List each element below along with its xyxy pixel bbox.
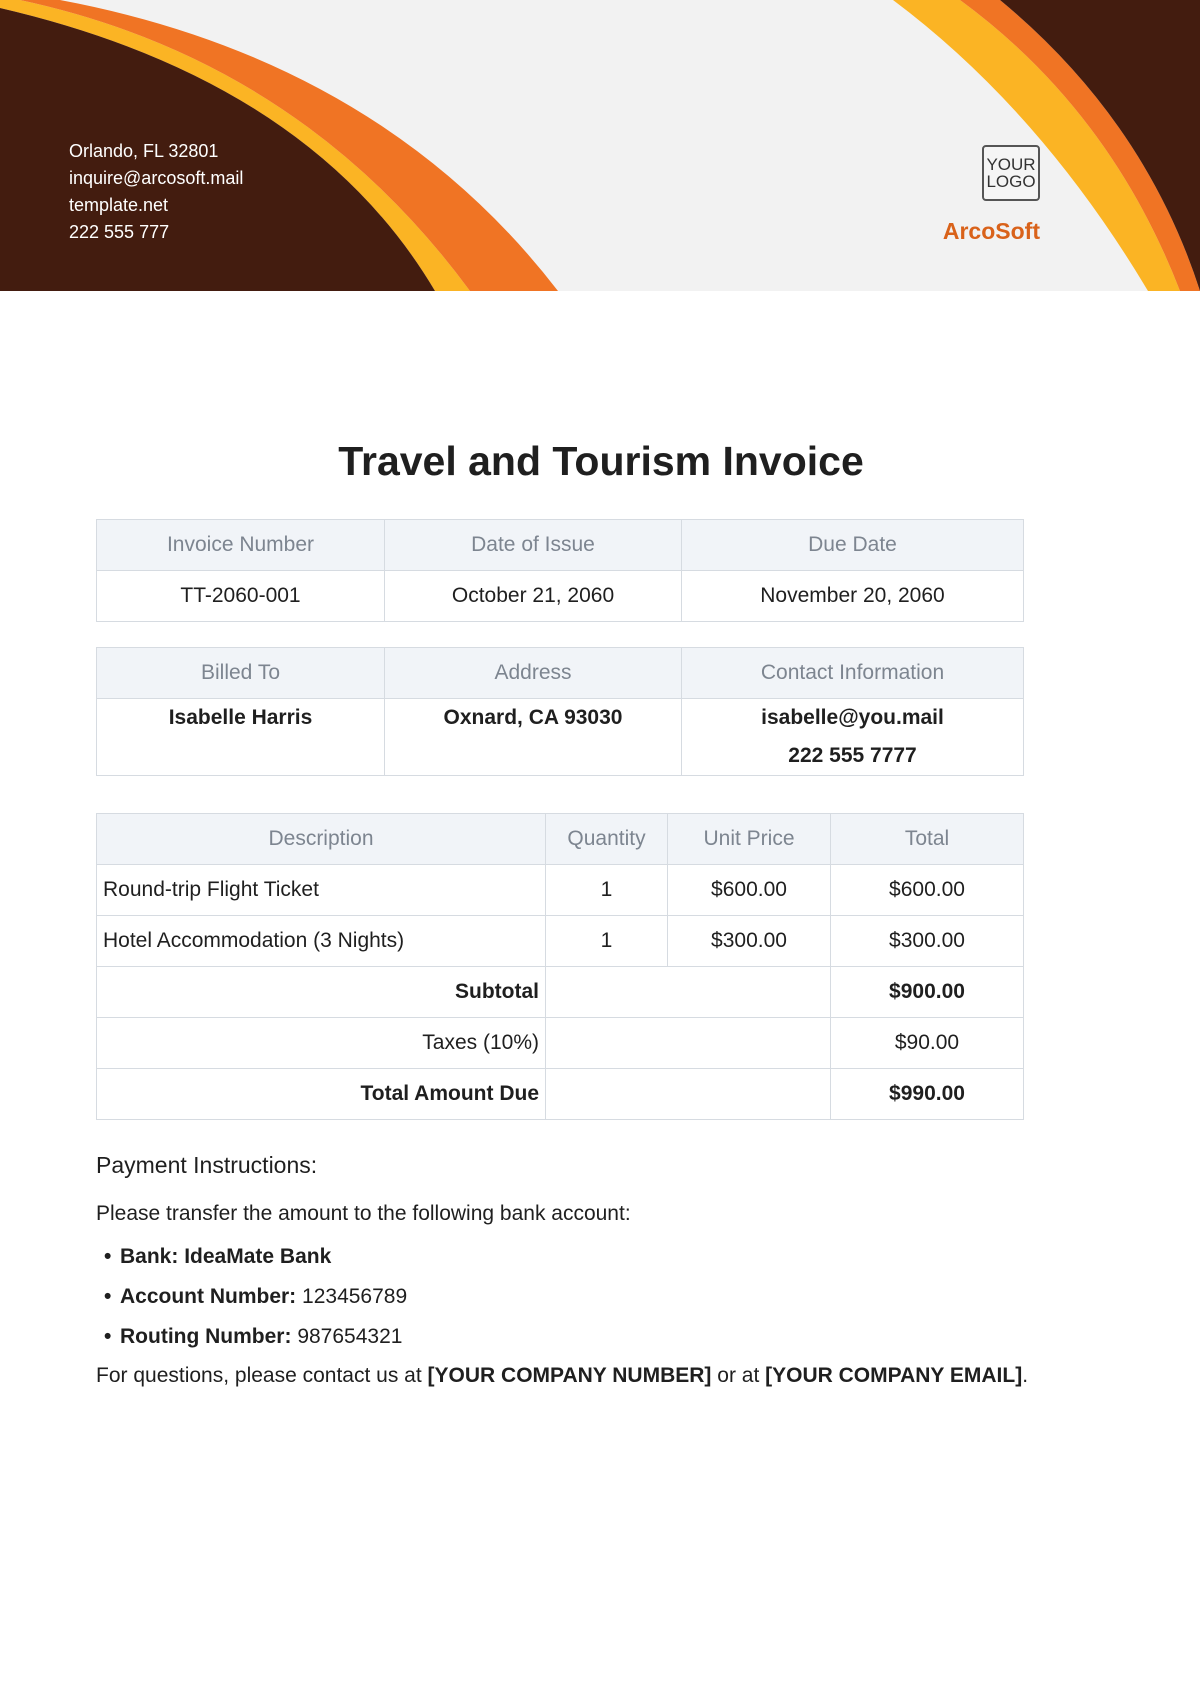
item-total: $600.00 bbox=[831, 865, 1024, 916]
company-contact-block bbox=[69, 138, 243, 246]
item-quantity: 1 bbox=[546, 916, 668, 967]
table-row bbox=[97, 916, 1024, 967]
list-item bbox=[104, 1277, 1036, 1317]
company-name: ArcoSoft bbox=[942, 218, 1040, 244]
table-row bbox=[97, 865, 1024, 916]
account-number-label: Account Number: bbox=[120, 1285, 297, 1308]
total-due-row bbox=[97, 1069, 1024, 1120]
billing-value-row bbox=[97, 699, 1024, 776]
billed-to-name: Isabelle Harris bbox=[97, 699, 385, 776]
invoice-info-table bbox=[96, 519, 1024, 622]
logo-placeholder bbox=[982, 145, 1040, 201]
company-phone: 222 555 777 bbox=[69, 222, 170, 242]
invoice-info-value-row bbox=[97, 571, 1024, 622]
header-address: Address bbox=[385, 648, 682, 699]
taxes-spacer bbox=[546, 1018, 831, 1069]
bullet-icon: • bbox=[104, 1245, 112, 1268]
header-quantity: Quantity bbox=[546, 814, 668, 865]
due-date: November 20, 2060 bbox=[682, 571, 1024, 622]
item-total: $300.00 bbox=[831, 916, 1024, 967]
subtotal-row bbox=[97, 967, 1024, 1018]
payment-intro: Please transfer the amount to the following bank account: bbox=[96, 1202, 631, 1225]
billed-to-address: Oxnard, CA 93030 bbox=[385, 699, 682, 776]
taxes-label: Taxes (10%) bbox=[97, 1018, 546, 1069]
contact-suffix: . bbox=[1022, 1364, 1029, 1387]
logo-text-line1: YOUR bbox=[986, 155, 1036, 174]
contact-or: or at bbox=[717, 1364, 760, 1387]
item-unit-price: $300.00 bbox=[668, 916, 831, 967]
header-total: Total bbox=[831, 814, 1024, 865]
bank-label: Bank: bbox=[120, 1245, 179, 1268]
bank-value: IdeaMate Bank bbox=[184, 1245, 332, 1268]
subtotal-spacer bbox=[546, 967, 831, 1018]
billed-to-phone: 222 555 7777 bbox=[788, 744, 917, 767]
header-invoice-number: Invoice Number bbox=[97, 520, 385, 571]
billed-to-contact bbox=[682, 699, 1024, 776]
header-description: Description bbox=[97, 814, 546, 865]
header-due-date: Due Date bbox=[682, 520, 1024, 571]
total-due-label: Total Amount Due bbox=[97, 1069, 546, 1120]
invoice-header bbox=[0, 0, 1200, 291]
subtotal-value: $900.00 bbox=[831, 967, 1024, 1018]
total-due-value: $990.00 bbox=[831, 1069, 1024, 1120]
bullet-icon: • bbox=[104, 1325, 112, 1348]
contact-company-email: [YOUR COMPANY EMAIL] bbox=[765, 1364, 1023, 1387]
payment-contact-note bbox=[96, 1357, 1036, 1395]
taxes-row bbox=[97, 1018, 1024, 1069]
item-unit-price: $600.00 bbox=[668, 865, 831, 916]
header-contact-information: Contact Information bbox=[682, 648, 1024, 699]
company-email: inquire@arcosoft.mail bbox=[69, 168, 244, 188]
date-of-issue: October 21, 2060 bbox=[385, 571, 682, 622]
account-number-value: 123456789 bbox=[302, 1285, 408, 1308]
item-description: Round-trip Flight Ticket bbox=[97, 865, 546, 916]
billing-header-row bbox=[97, 648, 1024, 699]
invoice-info-header-row bbox=[97, 520, 1024, 571]
billing-table bbox=[96, 647, 1024, 776]
contact-company-number: [YOUR COMPANY NUMBER] bbox=[427, 1364, 712, 1387]
invoice-number: TT-2060-001 bbox=[97, 571, 385, 622]
company-website: template.net bbox=[69, 195, 169, 215]
billed-to-email: isabelle@you.mail bbox=[761, 706, 944, 729]
bullet-icon: • bbox=[104, 1285, 112, 1308]
subtotal-label: Subtotal bbox=[97, 967, 546, 1018]
payment-instructions-title: Payment Instructions: bbox=[96, 1152, 318, 1178]
logo-text-line2: LOGO bbox=[986, 172, 1036, 191]
list-item bbox=[104, 1317, 1036, 1357]
list-item bbox=[104, 1237, 1036, 1277]
bank-details-list bbox=[96, 1237, 1036, 1357]
header-unit-price: Unit Price bbox=[668, 814, 831, 865]
total-due-spacer bbox=[546, 1069, 831, 1120]
taxes-value: $90.00 bbox=[831, 1018, 1024, 1069]
routing-number-value: 987654321 bbox=[297, 1325, 403, 1348]
contact-prefix: For questions, please contact us at bbox=[96, 1364, 422, 1387]
routing-number-label: Routing Number: bbox=[120, 1325, 292, 1348]
payment-instructions bbox=[96, 1152, 1036, 1395]
header-date-of-issue: Date of Issue bbox=[385, 520, 682, 571]
line-items-header-row bbox=[97, 814, 1024, 865]
header-billed-to: Billed To bbox=[97, 648, 385, 699]
item-quantity: 1 bbox=[546, 865, 668, 916]
company-address: Orlando, FL 32801 bbox=[69, 141, 219, 161]
line-items-table bbox=[96, 813, 1024, 1120]
item-description: Hotel Accommodation (3 Nights) bbox=[97, 916, 546, 967]
invoice-title: Travel and Tourism Invoice bbox=[338, 438, 864, 484]
